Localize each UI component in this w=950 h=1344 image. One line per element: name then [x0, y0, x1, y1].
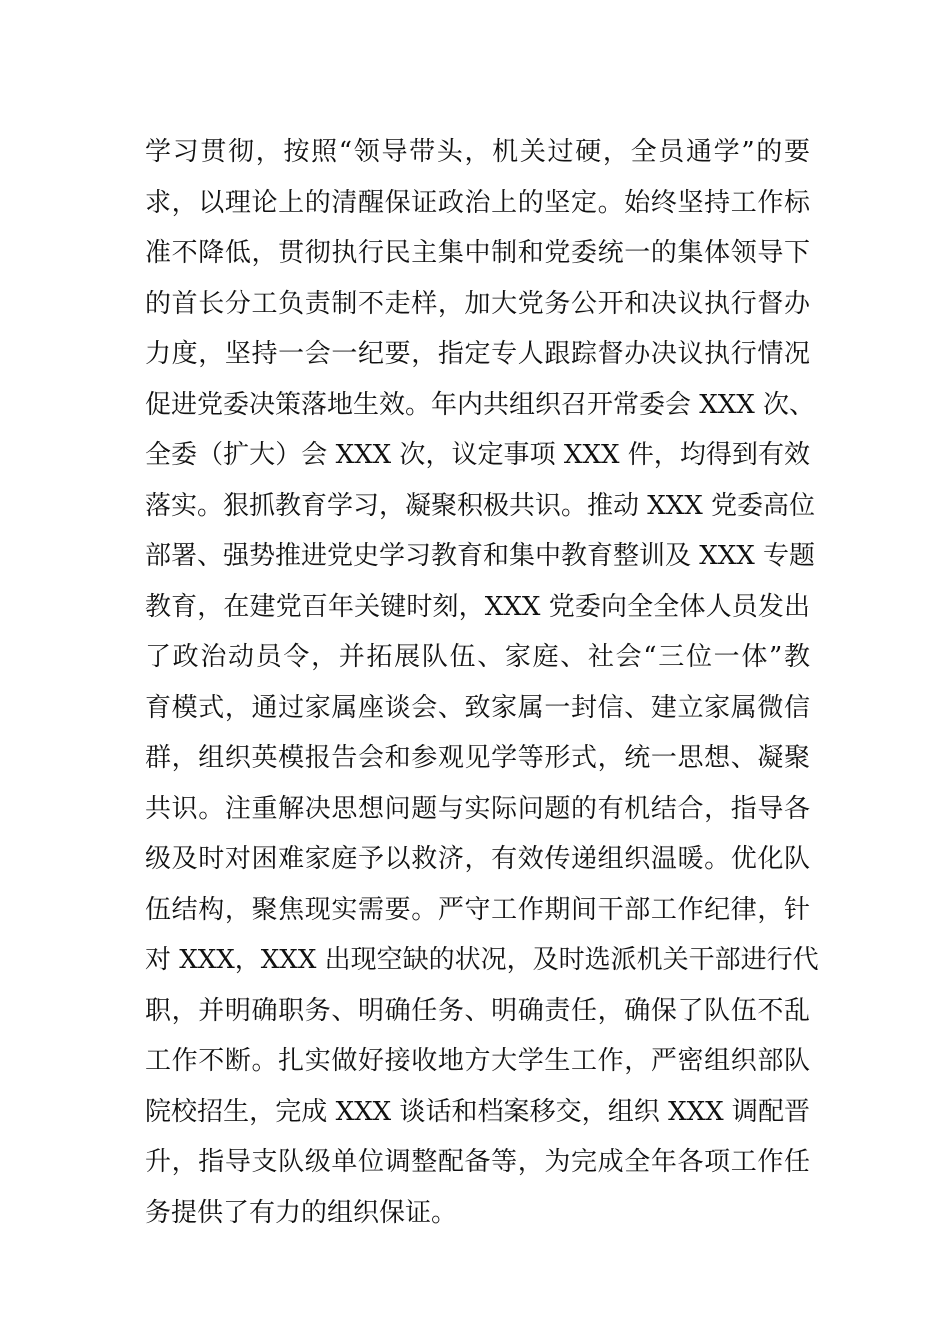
text-line: 求，以理论上的清醒保证政治上的坚定。始终坚持工作标 — [145, 187, 810, 218]
text-line: 共识。注重解决思想问题与实际问题的有机结合，指导各 — [145, 793, 810, 824]
text-line: 的首长分工负责制不走样，加大党务公开和决议执行督办 — [145, 288, 810, 319]
text-line: 工作不断。扎实做好接收地方大学生工作，严密组织部队 — [145, 1046, 810, 1076]
text-line: 级及时对困难家庭予以救济，有效传递组织温暖。优化队 — [145, 844, 810, 874]
text-line: 对 XXX，XXX 出现空缺的状况，及时选派机关干部进行代 — [145, 945, 819, 975]
text-line: 落实。狠抓教育学习，凝聚积极共识。推动 XXX 党委高位 — [145, 490, 816, 521]
text-line-last: 务提供了有力的组织保证。 — [145, 1197, 458, 1228]
text-line: 了政治动员令，并拓展队伍、家庭、社会“三位一体”教 — [145, 642, 810, 672]
text-line: 教育，在建党百年关键时刻，XXX 党委向全全体人员发出 — [145, 591, 810, 622]
text-line: 院校招生，完成 XXX 谈话和档案移交，组织 XXX 调配晋 — [145, 1096, 810, 1127]
text-line: 准不降低，贯彻执行民主集中制和党委统一的集体领导下 — [145, 238, 810, 268]
text-line: 力度，坚持一会一纪要，指定专人跟踪督办决议执行情况 — [145, 339, 810, 369]
text-line: 全委（扩大）会 XXX 次，议定事项 XXX 件，均得到有效 — [145, 440, 810, 470]
text-line: 促进党委决策落地生效。年内共组织召开常委会 XXX 次、 — [145, 389, 816, 420]
text-line: 部署、强势推进党史学习教育和集中教育整训及 XXX 专题 — [145, 541, 816, 571]
text-line: 群，组织英模报告会和参观见学等形式，统一思想、凝聚 — [145, 743, 810, 773]
text-line: 育模式，通过家属座谈会、致家属一封信、建立家属微信 — [145, 692, 810, 723]
text-line: 升，指导支队级单位调整配备等，为完成全年各项工作任 — [145, 1147, 810, 1177]
text-line: 伍结构，聚焦现实需要。严守工作期间干部工作纪律，针 — [145, 894, 810, 925]
body-paragraph — [145, 127, 819, 1238]
text-line: 职，并明确职务、明确任务、明确责任，确保了队伍不乱 — [145, 995, 810, 1026]
text-line: 学习贯彻，按照“领导带头，机关过硬，全员通学”的要 — [145, 137, 810, 167]
